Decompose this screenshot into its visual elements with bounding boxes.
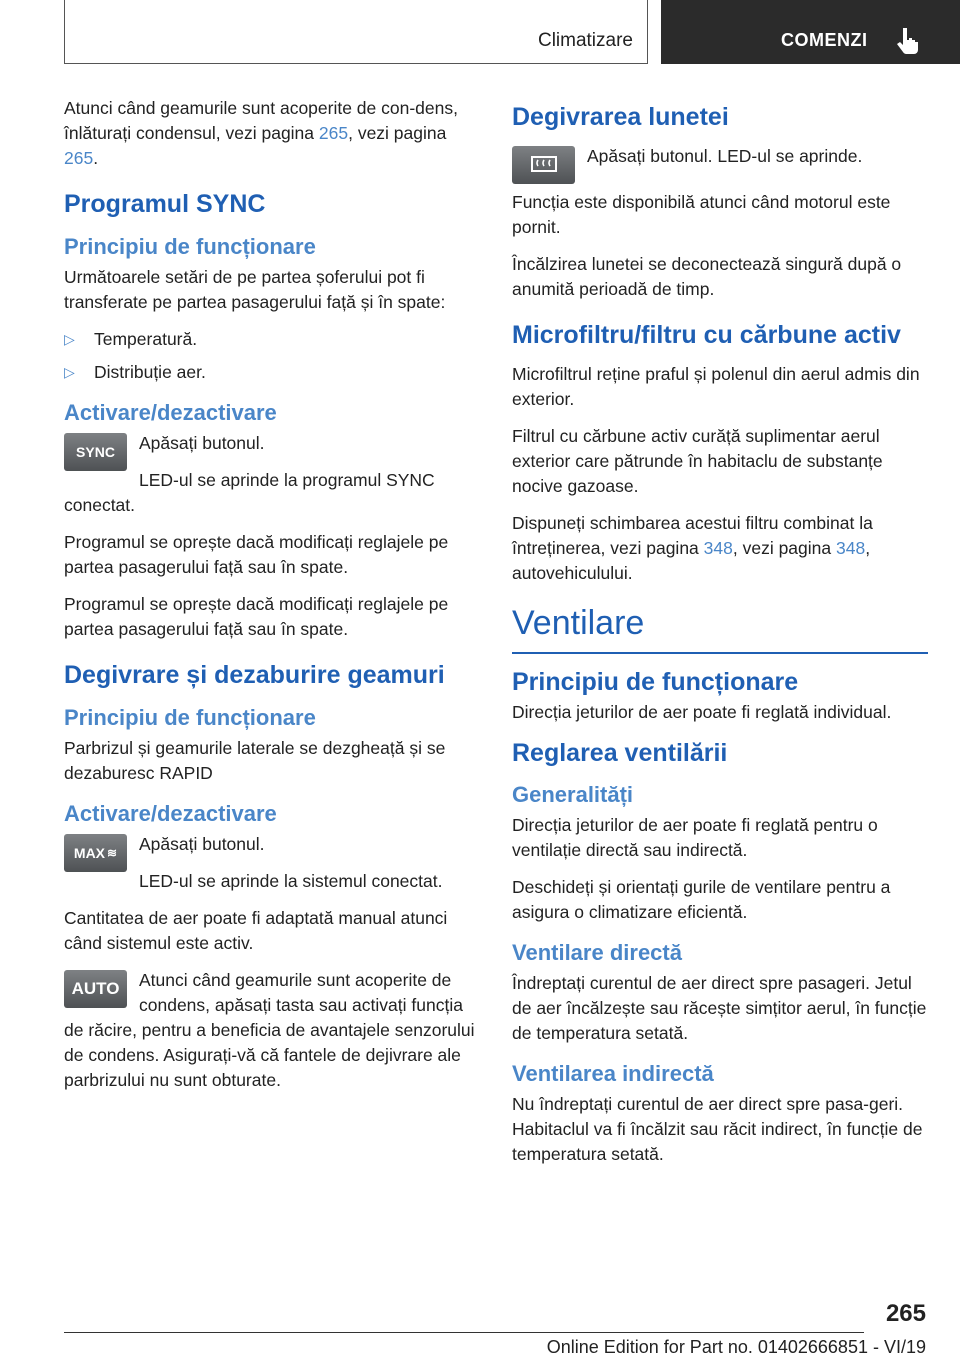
indirect-heading: Ventilarea indirectă (512, 1061, 714, 1086)
left-column (64, 96, 480, 1105)
sync-stop-2: Programul se oprește dacă modificați reglajele pe partea pasagerului față sau în spate. (64, 594, 449, 639)
vent-text: Direcția jeturilor de aer poate fi reglată individual. (512, 702, 892, 722)
page-link[interactable]: 265 (318, 123, 349, 143)
intro-text-b: , vezi pagina (348, 123, 447, 143)
header-section-box (64, 0, 648, 64)
general-p1: Direcția jeturilor de aer poate fi reglată pentru o ventilație directă sau indirectă. (512, 815, 878, 860)
page-link[interactable]: 348 (835, 538, 866, 558)
page-link[interactable]: 348 (703, 538, 733, 558)
footer-divider (64, 1332, 864, 1333)
intro-text-c: . (93, 148, 99, 168)
list-item-text: Distribuție aer. (94, 362, 206, 382)
sync-activation-heading: Activare/dezactivare (64, 400, 277, 425)
ventilation-title: Ventilare (512, 602, 928, 654)
filter-p3-text-b: , vezi pagina (732, 538, 836, 558)
max-button-label: MAX (73, 845, 106, 861)
rear-defrost-icon (512, 146, 575, 184)
adjust-heading: Reglarea ventilării (512, 739, 728, 767)
intro-paragraph (64, 96, 480, 171)
filter-title: Microfiltru/filtru cu cărbune activ (512, 321, 901, 349)
defrost-press: Apăsați butonul. (139, 834, 265, 854)
defrost-wave-icon: ≋ (107, 846, 118, 860)
header-tab[interactable] (661, 0, 960, 64)
direct-heading: Ventilare directă (512, 940, 682, 965)
defrost-text: Parbrizul și geamurile laterale se dezgheață și se dezaburesc RAPID (64, 738, 446, 783)
rear-available: Funcția este disponibilă atunci când motorul este pornit. (512, 192, 891, 237)
list-item (64, 327, 480, 352)
filter-p3-text-c: , autovehiculului. (512, 538, 871, 583)
header-tab-label: COMENZI (781, 30, 868, 50)
defrost-principle-heading: Principiu de funcționare (64, 705, 316, 730)
defrost-title: Degivrare și dezaburire geamuri (64, 661, 445, 689)
sync-list (64, 327, 480, 385)
filter-p2: Filtrul cu cărbune activ curăță suplimentar aerul exterior care pătrunde în habitaclu de substanțe nocive gazoase. (512, 426, 883, 496)
sync-button-icon (64, 433, 127, 471)
sync-principle-heading: Principiu de funcționare (64, 234, 316, 259)
filter-p3-text-a: Dispuneți schimbarea acestui filtru combinat la întreținerea, vezi pagina (512, 513, 873, 558)
header-section-title: Climatizare (537, 30, 633, 51)
sync-led: LED-ul se aprinde la programul SYNC conectat. (64, 470, 435, 515)
auto-button-label: AUTO (71, 979, 120, 998)
page-link[interactable]: 265 (64, 148, 94, 168)
list-item (64, 360, 480, 385)
sync-press: Apăsați butonul. (139, 433, 265, 453)
indirect-text: Nu îndreptați curentul de aer direct spre pasa-geri. Habitaclul va fi încălzit sau răcit indirect, în funcție de temperatura setată. (512, 1094, 923, 1164)
rear-window-heat-icon (529, 154, 559, 176)
defrost-led: LED-ul se aprinde la sistemul conectat. (139, 871, 443, 891)
max-defrost-button-icon (64, 834, 127, 872)
intro-text-a: Atunci când geamurile sunt acoperite de con-dens, înlăturați condensul, vezi pagina (64, 98, 458, 143)
sync-title: Programul SYNC (64, 190, 266, 218)
rear-defrost-title: Degivrarea lunetei (512, 103, 729, 131)
auto-text: Atunci când geamurile sunt acoperite de condens, apăsați tasta sau activați funcția de răcire, pentru a beneficia de avantajele senzorului de condens. Asigurați-vă că fantele de dejivrare ale parbrizului nu sunt obturate. (64, 970, 475, 1090)
direct-text: Îndreptați curentul de aer direct spre pasageri. Jetul de aer încălzește sau răcește simțitor aerul, în funcție de temperatura setată. (512, 973, 927, 1043)
vent-principle-heading: Principiu de funcționare (512, 668, 799, 696)
right-column (512, 96, 928, 1179)
sync-stop-1: Programul se oprește dacă modificați reglajele pe partea pasagerului față sau în spate. (64, 532, 449, 577)
rear-off: Încălzirea lunetei se deconectează singură după o anumită perioadă de timp. (512, 254, 902, 299)
footer-edition: Online Edition for Part no. 01402666851 - VI/19 (546, 1337, 926, 1357)
filter-p3 (512, 511, 928, 586)
rear-press: Apăsați butonul. LED-ul se aprinde. (587, 146, 863, 166)
triangle-bullet-icon: ▷ (64, 364, 75, 380)
general-p2: Deschideți și orientați gurile de ventilare pentru a asigura o climatizare eficientă. (512, 877, 891, 922)
page-number: 265 (885, 1300, 926, 1327)
hand-pointer-icon (895, 26, 921, 54)
sync-button-label: SYNC (76, 444, 115, 460)
general-heading: Generalități (512, 782, 634, 807)
list-item-text: Temperatură. (94, 329, 198, 349)
triangle-bullet-icon: ▷ (64, 331, 75, 347)
auto-button-icon (64, 970, 127, 1008)
defrost-air: Cantitatea de aer poate fi adaptată manual atunci când sistemul este activ. (64, 908, 448, 953)
defrost-activation-heading: Activare/dezactivare (64, 801, 277, 826)
filter-p1: Microfiltrul reține praful și polenul din aerul admis din exterior. (512, 364, 920, 409)
sync-text: Următoarele setări de pe partea șoferului pot fi transferate pe partea pasagerului față și în spate: (64, 267, 446, 312)
